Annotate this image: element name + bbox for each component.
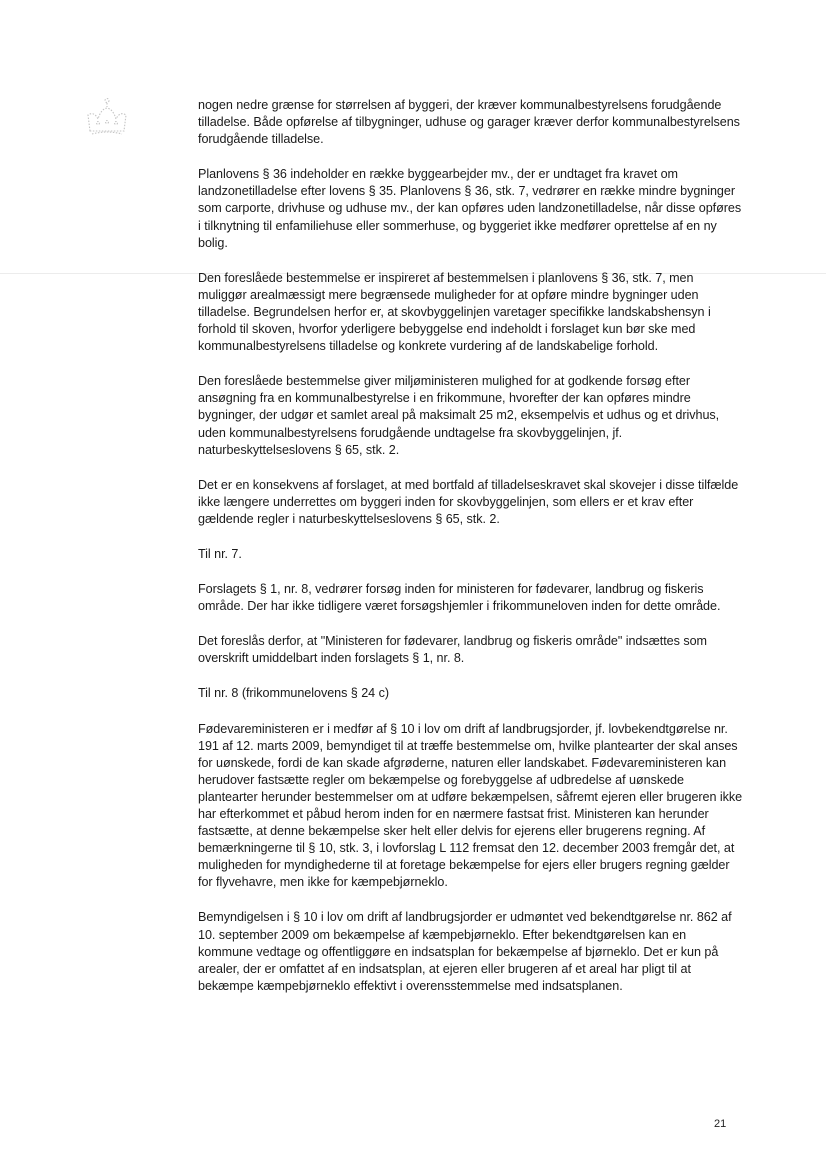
paragraph: Det foreslås derfor, at "Ministeren for fødevarer, landbrug og fiskeris område" indsættes som overskrift umiddelbart inden forslagets § 1, nr. 8. [198, 634, 707, 666]
paragraph: Forslagets § 1, nr. 8, vedrører forsøg inden for ministeren for fødevarer, landbrug og fiskeris område. Der har ikke tidligere været forsøgshjemler i frikommuneloven inden for dette område. [198, 582, 721, 614]
section-heading: Til nr. 8 (frikommunelovens § 24 c) [198, 686, 389, 701]
document-body [198, 97, 743, 1013]
paragraph: Planlovens § 36 indeholder en række byggearbejder mv., der er undtaget fra kravet om landzonetilladelse efter lovens § 35. Planlovens § 36, stk. 7, vedrører en række mindre bygninger som carporte, drivhuse og udhuse mv., der kan opføres uden landzonetilladelse, når disse opføres i tilknytning til enfamiliehuse eller sommerhuse, og byggeriet ikke medfører oprettelse af en ny bolig. [198, 167, 742, 250]
crown-icon [84, 97, 130, 137]
paragraph: Den foreslåede bestemmelse giver miljøministeren mulighed for at godkende forsøg efter ansøgning fra en kommunalbestyrelse i en frikommune, hvorefter der kan opføres mindre bygninger, der udgør et samlet areal på maksimalt 25 m2, eksempelvis et udhus og et drivhus, uden kommunalbestyrelsens forudgående undtagelse fra skovbyggelinjen, jf. naturbeskyttelseslovens § 65, stk. 2. [198, 374, 720, 457]
section-heading: Til nr. 7. [198, 546, 242, 561]
paragraph: Bemyndigelsen i § 10 i lov om drift af landbrugsjorder er udmøntet ved bekendtgørelse nr. 862 af 10. september 2009 om bekæmpelse af kæmpebjørneklo. Efter bekendtgørelsen kan en kommune vedtage og offentliggøre en indsatsplan for bekæmpelse af bjørneklo. Det er kun på arealer, der er omfattet af en indsatsplan, at ejeren eller brugeren af et areal har pligt til at bekæmpe kæmpebjørneklo effektivt i overensstemmelse med indsatsplanen. [198, 910, 732, 993]
page-number: 21 [714, 1118, 727, 1130]
paragraph: Det er en konsekvens af forslaget, at med bortfald af tilladelseskravet skal skovejer i disse tilfælde ikke længere underrettes om byggeri inden for skovbyggelinjen, som ellers er et krav efter gældende regler i naturbeskyttelseslovens § 65, stk. 2. [198, 477, 739, 526]
paragraph: Den foreslåede bestemmelse er inspireret af bestemmelsen i planlovens § 36, stk. 7, men muliggør arealmæssigt mere begrænsede muligheder for at opføre mindre bygninger uden tilladelse. Begrundelsen herfor er, at skovbyggelinjen varetager specifikke landskabshensyn i forhold til skoven, hvorfor yderligere bebyggelse end indeholdt i forslaget kun bør ske med kommunalbestyrelsens tilladelse og konkrete vurdering af de landskabelige forhold. [198, 270, 711, 354]
paragraph: nogen nedre grænse for størrelsen af byggeri, der kræver kommunalbestyrelsens forudgående tilladelse. Både opførelse af tilbygninger, udhuse og garager kræver derfor kommunalbestyrelsens forudgående tilladelse. [198, 98, 740, 147]
paragraph: Fødevareministeren er i medfør af § 10 i lov om drift af landbrugsjorder, jf. lovbekendtgørelse nr. 191 af 12. marts 2009, bemyndiget til at træffe bestemmelse om, hvilke plantearter der skal anses for uønskede, fordi de kan skade afgrøderne, naturen eller landskabet. Fødevareministeren kan herudover fastsætte regler om bekæmpelse og forebyggelse af udbredelse af uønskede plantearter herunder bestemmelser om at udføre bekæmpelsen, såfremt ejeren eller brugeren ikke har efterkommet et påbud herom inden for en nærmere fastsat frist. Ministeren kan herunder fastsætte, at denne bekæmpelse sker helt eller delvis for ejerens eller brugerens regning. Af bemærkningerne til § 10, stk. 3, i lovforslag L 112 fremsat den 12. december 2003 fremgår det, at muligheden for myndighederne til at foretage bekæmpelse for ejers eller brugers regning gælder for flyvehavre, men ikke for kæmpebjørneklo. [198, 721, 743, 890]
